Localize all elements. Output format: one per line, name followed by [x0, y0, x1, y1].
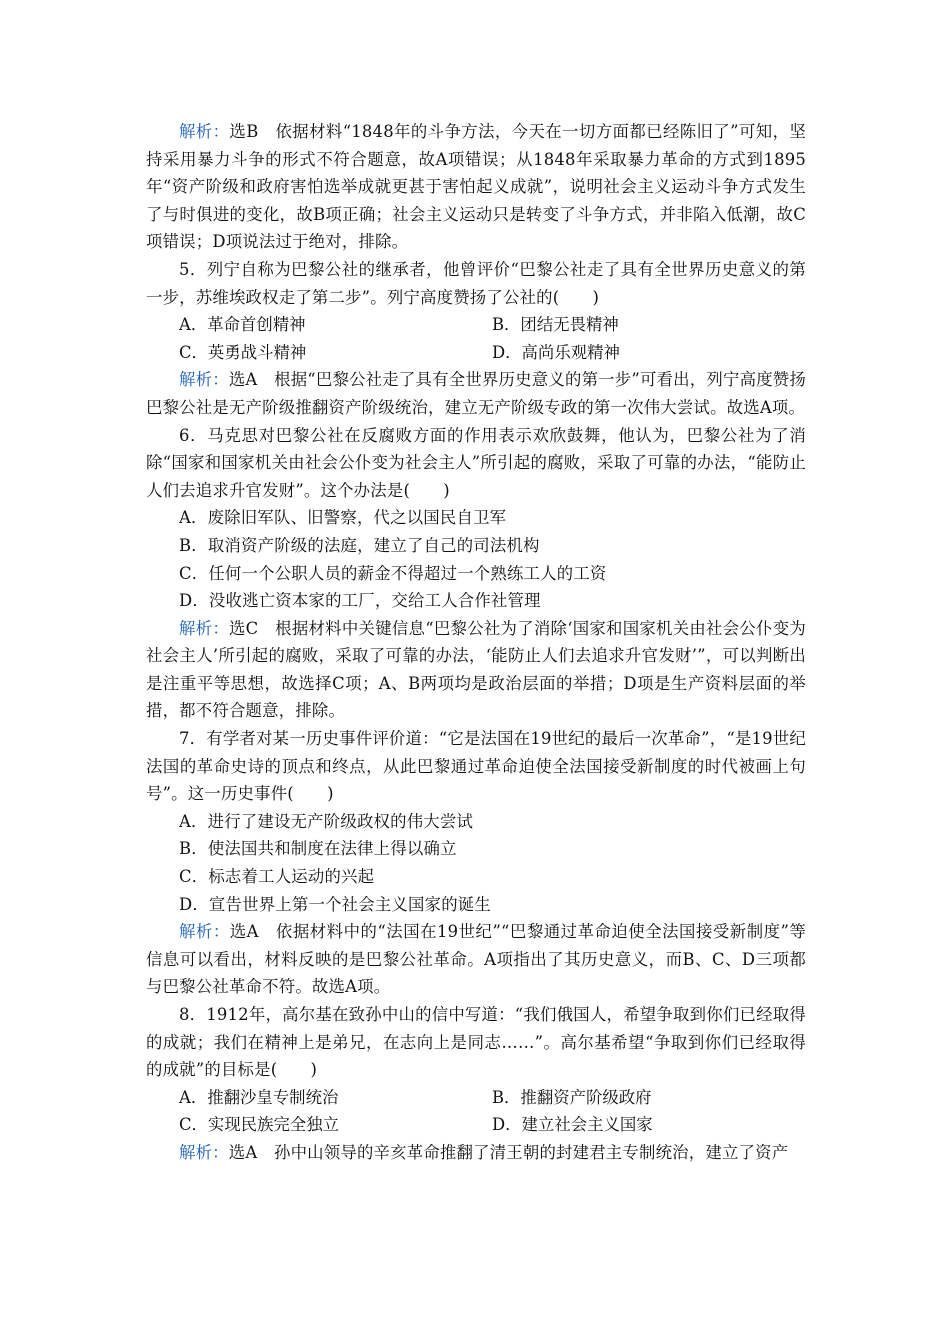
option-c: C．标志着工人运动的兴起 [179, 867, 375, 887]
option-c: C．实现民族完全独立 [179, 1115, 340, 1135]
option-a: A．革命首创精神 [179, 315, 306, 335]
answer-4 [146, 118, 806, 256]
question-8-options-row-1 [146, 1084, 806, 1112]
option-b: B．使法国共和制度在法律上得以确立 [179, 839, 457, 859]
document-page [146, 118, 806, 1167]
option-d: D．建立社会主义国家 [492, 1115, 653, 1135]
option-a: A．废除旧军队、旧警察，代之以国民自卫军 [179, 508, 507, 528]
analysis-text: 选A 根据“巴黎公社走了具有全世界历史意义的第一步”可看出，列宁高度赞扬巴黎公社是无产阶级推翻资产阶级统治，建立无产阶级专政的第一次伟大尝试。故选A项。 [146, 370, 807, 417]
option-d: D．宣告世界上第一个社会主义国家的诞生 [179, 894, 491, 914]
analysis-text: 选A 依据材料中的“法国在19世纪”“巴黎通过革命迫使全法国接受新制度”等信息可以看出，材料反映的是巴黎公社革命。A项指出了其历史意义，而B、C、D三项都与巴黎公社革命不符。故选A项。 [146, 922, 807, 997]
option-c: C．英勇战斗精神 [179, 342, 307, 362]
analysis-text: 选B 依据材料“1848年的斗争方法，今天在一切方面都已经陈旧了”可知，坚持采用暴力斗争的形式不符合题意，故A项错误；从1848年采取暴力革命的方式到1895年“资产阶级和政府害怕选举成就更甚于害怕起义成就”，说明社会主义运动斗争方式发生了与时俱进的变化，故B项正确；社会主义运动只是转变了斗争方式，并非陷入低潮，故C项错误；D项说法过于绝对，排除。 [146, 122, 806, 252]
option-b: B．推翻资产阶级政府 [492, 1087, 652, 1107]
analysis-text: 选C 根据材料中关键信息“巴黎公社为了消除‘国家和国家机关由社会公仆变为社会主人’所引起的腐败，采取了可靠的办法，‘能防止人们去追求升官发财’”，可以判断出是注重平等思想，故选择C项；A、B两项均是政治层面的举措；D项是生产资料层面的举措，都不符合题意，排除。 [146, 618, 806, 721]
answer-6 [146, 615, 806, 725]
option-a: A．推翻沙皇专制统治 [179, 1087, 339, 1107]
option-d: D．高尚乐观精神 [492, 342, 620, 362]
analysis-label: 解析： [179, 122, 230, 141]
question-5-stem: 5．列宁自称为巴黎公社的继承者，他曾评价“巴黎公社走了具有全世界历史意义的第一步，苏维埃政权走了第二步”。列宁高度赞扬了公社的( ) [146, 259, 806, 307]
option-a: A．进行了建设无产阶级政权的伟大尝试 [179, 811, 474, 831]
answer-8 [146, 1139, 806, 1167]
option-d: D．没收逃亡资本家的工厂，交给工人合作社管理 [179, 591, 541, 611]
analysis-text: 选A 孙中山领导的辛亥革命推翻了清王朝的封建君主专制统治，建立了资产 [228, 1142, 789, 1162]
option-c: C．任何一个公职人员的薪金不得超过一个熟练工人的工资 [179, 563, 607, 583]
question-5-options-row-1 [146, 311, 806, 339]
question-8-stem: 8．1912年，高尔基在致孙中山的信中写道：“我们俄国人，希望争取到你们已经取得的成就；我们在精神上是弟兄，在志向上是同志……”。高尔基希望“争取到你们已经取得的成就”的目标是( ) [146, 1005, 806, 1080]
question-7-stem: 7．有学者对某一历史事件评价道：“它是法国在19世纪的最后一次革命”，“是19世纪法国的革命史诗的顶点和终点，从此巴黎通过革命迫使全法国接受新制度的时代被画上句号”。这一历史事件( ) [146, 729, 806, 804]
option-b: B．团结无畏精神 [492, 315, 619, 335]
question-8-options-row-2 [146, 1111, 806, 1139]
option-b: B．取消资产阶级的法庭，建立了自己的司法机构 [179, 535, 540, 555]
analysis-label: 解析： [179, 370, 229, 390]
analysis-label: 解析： [179, 618, 230, 638]
question-5-options-row-2 [146, 339, 806, 367]
analysis-label: 解析： [179, 922, 230, 942]
answer-5 [146, 366, 806, 421]
question-6-stem: 6．马克思对巴黎公社在反腐败方面的作用表示欢欣鼓舞，他认为，巴黎公社为了消除“国家和国家机关由社会公仆变为社会主人”所引起的腐败，采取了可靠的办法，“能防止人们去追求升官发财”。这个办法是( ) [146, 425, 806, 500]
answer-7 [146, 918, 806, 1001]
analysis-label: 解析： [179, 1142, 229, 1162]
